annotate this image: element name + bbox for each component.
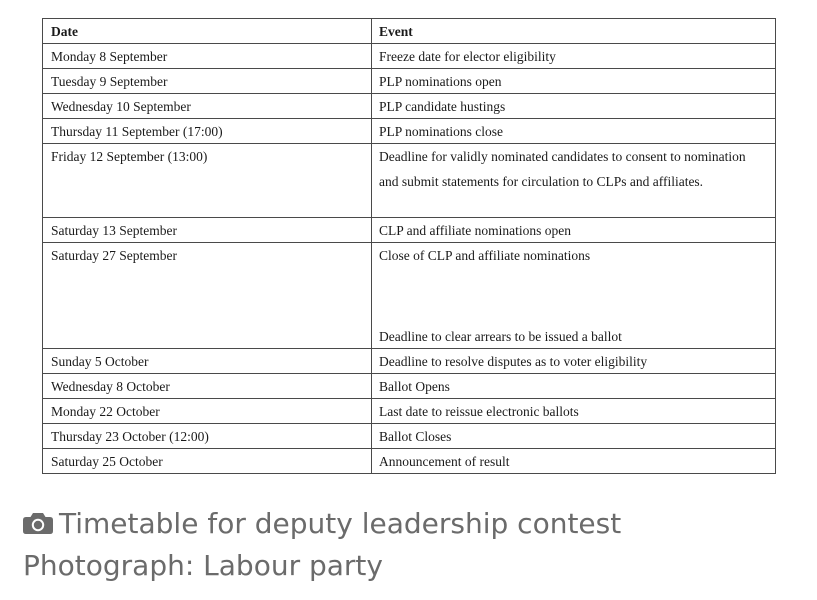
table-row <box>43 449 775 474</box>
table-row <box>43 69 775 94</box>
row-date: Saturday 13 September <box>43 218 372 242</box>
table-row <box>43 119 775 144</box>
row-date: Tuesday 9 September <box>43 69 372 93</box>
table-row <box>43 243 775 349</box>
row-date: Wednesday 10 September <box>43 94 372 118</box>
row-event: PLP nominations open <box>379 74 502 89</box>
camera-icon <box>23 513 53 534</box>
row-date: Thursday 11 September (17:00) <box>43 119 372 143</box>
row-event: Freeze date for elector eligibility <box>379 49 556 64</box>
row-date: Sunday 5 October <box>43 349 372 373</box>
row-event: CLP and affiliate nominations open <box>379 223 571 238</box>
image-caption <box>23 503 803 587</box>
caption-credit: Photograph: Labour party <box>23 549 383 582</box>
table-row <box>43 349 775 374</box>
caption-title-line <box>23 503 803 545</box>
row-event: Ballot Closes <box>379 429 452 444</box>
row-event: Announcement of result <box>379 454 510 469</box>
row-event: Deadline for validly nominated candidates to consent to nomination and submit statements for circulation to CLPs and affiliates. <box>379 149 746 189</box>
row-date: Monday 22 October <box>43 399 372 423</box>
row-date: Wednesday 8 October <box>43 374 372 398</box>
row-event: PLP candidate hustings <box>379 99 506 114</box>
row-event: PLP nominations close <box>379 124 503 139</box>
timetable-image <box>42 18 776 474</box>
row-date: Friday 12 September (13:00) <box>43 144 372 217</box>
header-event: Event <box>379 24 413 39</box>
table-row <box>43 374 775 399</box>
table-row <box>43 94 775 119</box>
row-event: Close of CLP and affiliate nominations <box>379 248 591 263</box>
table-row <box>43 399 775 424</box>
caption-title: Timetable for deputy leadership contest <box>59 507 622 540</box>
row-event: Last date to reissue electronic ballots <box>379 404 579 419</box>
row-event: Deadline to resolve disputes as to voter eligibility <box>379 354 648 369</box>
row-date: Monday 8 September <box>43 44 372 68</box>
row-event-group <box>372 243 775 348</box>
row-date: Saturday 27 September <box>43 243 372 348</box>
table-row <box>43 144 775 218</box>
row-date: Thursday 23 October (12:00) <box>43 424 372 448</box>
table-header-row <box>43 19 775 44</box>
table-row <box>43 218 775 243</box>
table-row <box>43 424 775 449</box>
row-date: Saturday 25 October <box>43 449 372 474</box>
table-row <box>43 44 775 69</box>
row-event: Ballot Opens <box>379 379 450 394</box>
header-date: Date <box>43 19 372 43</box>
row-event-extra: Deadline to clear arrears to be issued a ballot <box>379 329 622 344</box>
